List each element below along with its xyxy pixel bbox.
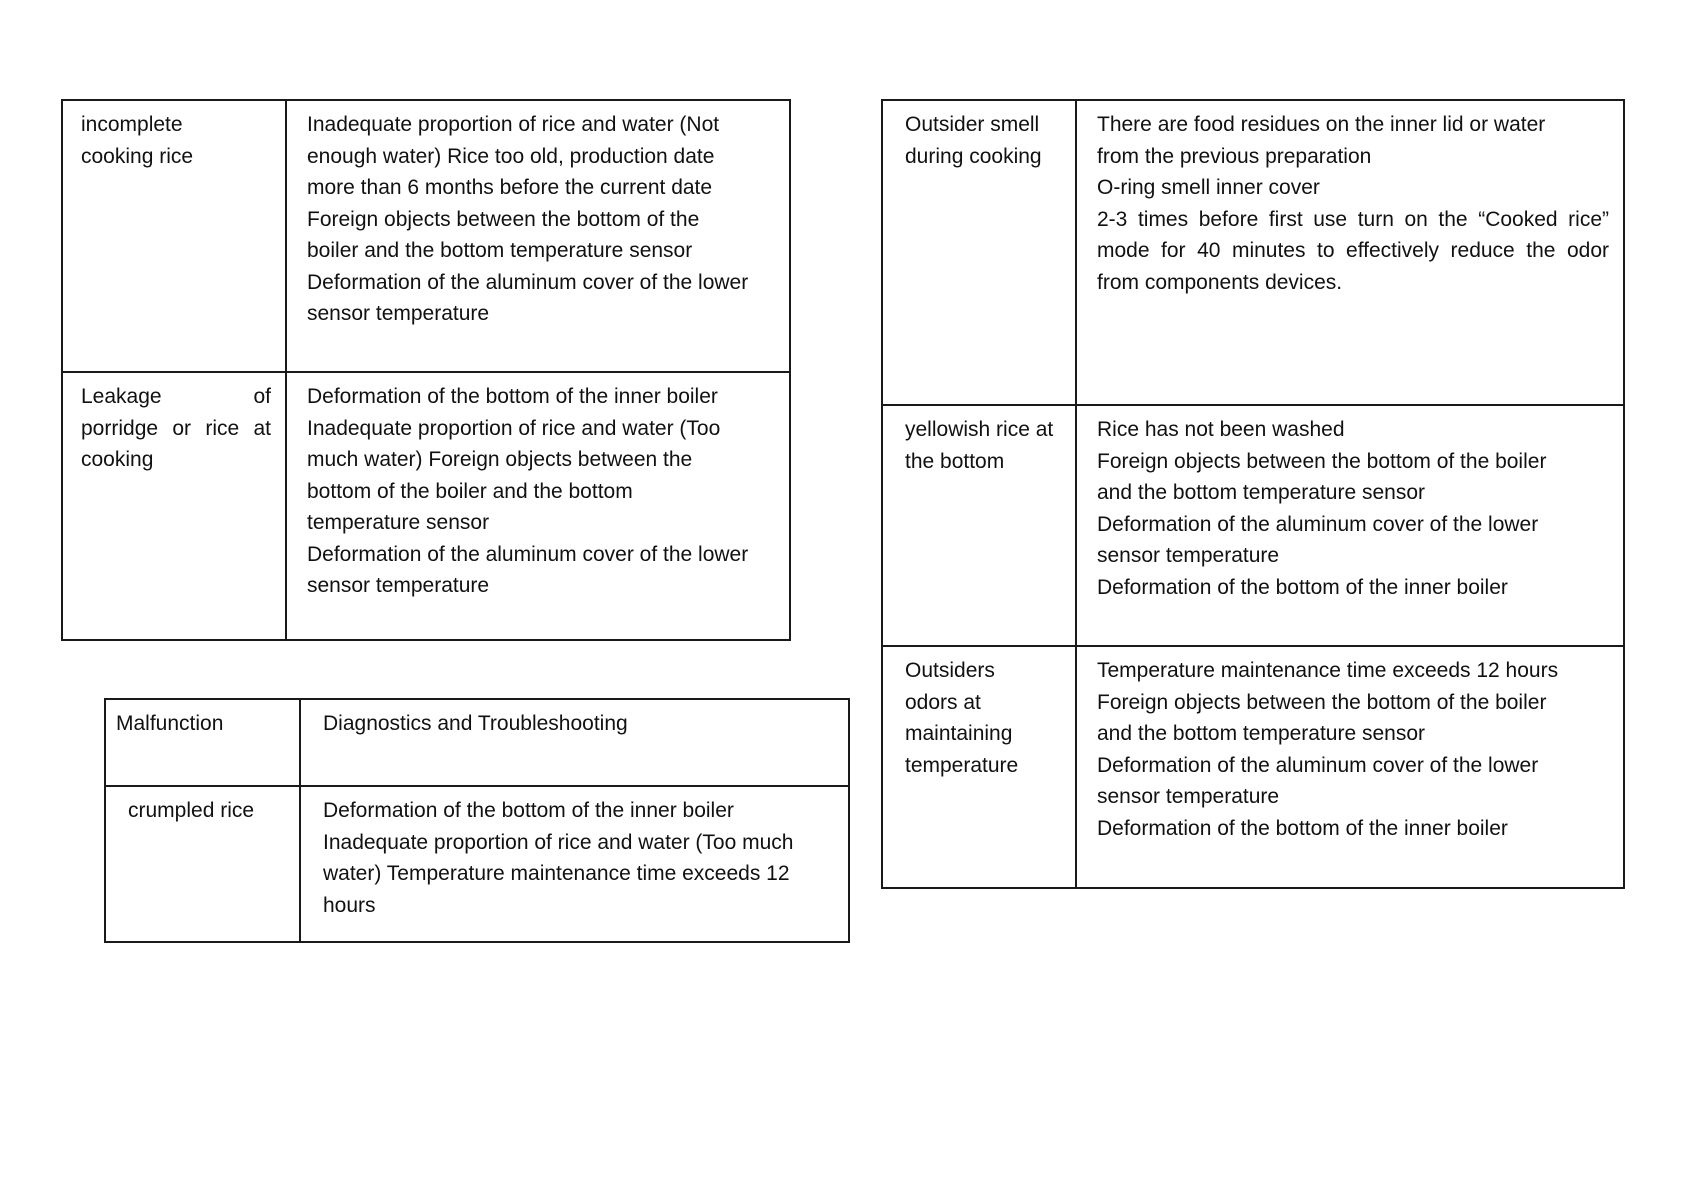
table-row xyxy=(105,786,849,942)
table-row xyxy=(882,646,1624,888)
malfunction-cell xyxy=(62,100,286,372)
cause-line: mode for 40 minutes to effectively reduce the odor xyxy=(1097,239,1609,262)
cause-line: Deformation of the bottom of the inner boiler xyxy=(323,799,734,822)
malfunction-text: Outsiders xyxy=(905,659,995,682)
troubleshooting-table-header xyxy=(104,698,850,943)
cause-line: water) Temperature maintenance time exceeds 12 xyxy=(323,862,790,885)
malfunction-cell xyxy=(882,646,1076,888)
cause-line: There are food residues on the inner lid or water xyxy=(1097,113,1546,136)
malfunction-text: porridge or rice at xyxy=(81,416,271,440)
cause-line: Deformation of the aluminum cover of the lower xyxy=(307,270,749,294)
malfunction-text: during cooking xyxy=(905,144,1042,168)
cause-line: and the bottom temperature sensor xyxy=(1097,722,1426,745)
cause-line: Deformation of the aluminum cover of the lower xyxy=(307,542,749,566)
cause-line: Inadequate proportion of rice and water (Too much xyxy=(323,830,794,854)
cause-line: and the bottom temperature sensor xyxy=(1097,481,1426,504)
diagnostics-header: Diagnostics and Troubleshooting xyxy=(300,699,849,786)
malfunction-text: odors at xyxy=(905,690,981,714)
diagnostics-cell xyxy=(300,786,849,942)
cause-line: boiler and the bottom temperature sensor xyxy=(307,239,693,262)
malfunction-text: temperature xyxy=(905,753,1019,777)
malfunction-text: the bottom xyxy=(905,449,1005,473)
malfunction-cell xyxy=(882,100,1076,405)
cause-line: Inadequate proportion of rice and water (Too xyxy=(307,416,721,440)
diagnostics-cell xyxy=(1076,646,1624,888)
malfunction-text: incomplete xyxy=(81,113,183,136)
malfunction-text: cooking rice xyxy=(81,144,194,168)
cause-line: much water) Foreign objects between the xyxy=(307,448,693,471)
cause-line: Foreign objects between the bottom of the boiler xyxy=(1097,449,1547,473)
cause-line: sensor temperature xyxy=(307,302,490,325)
malfunction-cell xyxy=(882,405,1076,646)
table-row xyxy=(62,100,790,372)
cause-line: more than 6 months before the current date xyxy=(307,176,713,199)
cause-line: Inadequate proportion of rice and water (Not xyxy=(307,113,720,136)
cause-line: temperature sensor xyxy=(307,511,490,534)
malfunction-text: cooking xyxy=(81,448,154,471)
malfunction-text: Leakage of xyxy=(81,385,271,408)
cause-line: bottom of the boiler and the bottom xyxy=(307,479,633,503)
table-row xyxy=(882,405,1624,646)
cause-line: sensor temperature xyxy=(1097,544,1280,567)
malfunction-cell xyxy=(62,372,286,640)
cause-line: Temperature maintenance time exceeds 12 hours xyxy=(1097,659,1559,682)
cause-line: Foreign objects between the bottom of the boiler xyxy=(1097,690,1547,714)
diagnostics-cell xyxy=(286,372,790,640)
cause-line: hours xyxy=(323,893,376,917)
malfunction-cell xyxy=(105,786,300,942)
cause-line: Foreign objects between the bottom of the xyxy=(307,207,700,231)
cause-line: Deformation of the aluminum cover of the lower xyxy=(1097,512,1539,536)
cause-line: from the previous preparation xyxy=(1097,144,1372,168)
malfunction-header: Malfunction xyxy=(105,699,300,786)
cause-line: sensor temperature xyxy=(1097,785,1280,808)
cause-line: sensor temperature xyxy=(307,574,490,597)
cause-line: enough water) Rice too old, production date xyxy=(307,144,715,168)
cause-line: Deformation of the aluminum cover of the lower xyxy=(1097,753,1539,777)
cause-line: Deformation of the bottom of the inner boiler xyxy=(307,385,718,408)
diagnostics-cell xyxy=(286,100,790,372)
cause-line: from components devices. xyxy=(1097,270,1343,294)
malfunction-text: yellowish rice at xyxy=(905,418,1054,441)
table-row xyxy=(62,372,790,640)
cause-line: O-ring smell inner cover xyxy=(1097,176,1320,199)
table-row xyxy=(882,100,1624,405)
malfunction-text: maintaining xyxy=(905,722,1013,745)
cause-line: Rice has not been washed xyxy=(1097,418,1345,441)
troubleshooting-table-left xyxy=(61,99,791,641)
malfunction-text: crumpled rice xyxy=(128,799,255,822)
diagnostics-cell xyxy=(1076,405,1624,646)
malfunction-text: Outsider smell xyxy=(905,113,1040,136)
troubleshooting-table-right xyxy=(881,99,1625,889)
diagnostics-cell xyxy=(1076,100,1624,405)
table-header-row xyxy=(105,699,849,786)
cause-line: Deformation of the bottom of the inner boiler xyxy=(1097,575,1508,599)
cause-line: 2-3 times before first use turn on the “Cooked rice” xyxy=(1097,207,1609,231)
cause-line: Deformation of the bottom of the inner boiler xyxy=(1097,816,1508,840)
